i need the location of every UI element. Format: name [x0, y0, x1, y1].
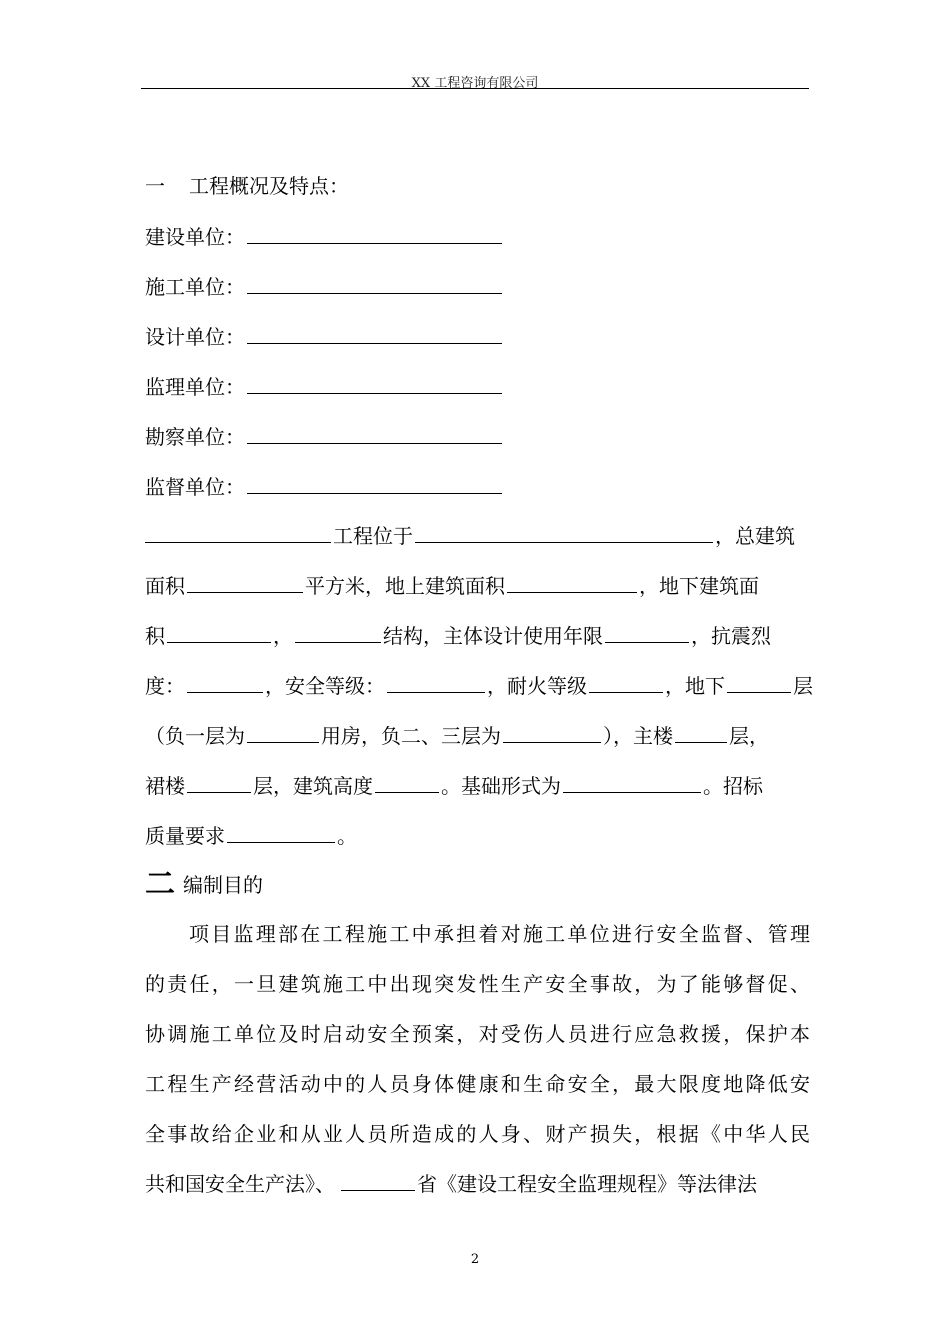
blank-field[interactable] — [605, 620, 689, 643]
para-text: ， — [273, 624, 293, 648]
body-line-last — [145, 1168, 810, 1198]
blank-field[interactable] — [341, 1168, 415, 1191]
field-supervision-unit — [145, 371, 810, 401]
body-text: 省《建设工程安全监理规程》等法律法 — [417, 1172, 757, 1196]
company-name: XX 工程咨询有限公司 — [411, 76, 539, 91]
body-line: 项目监理部在工程施工中承担着对施工单位进行安全监督、管理 — [189, 922, 810, 946]
para-text: 结构，主体设计使用年限 — [383, 624, 603, 648]
section1-heading — [145, 171, 810, 201]
blank-field[interactable] — [295, 620, 381, 643]
field-label: 监督单位： — [145, 475, 245, 499]
blank-field[interactable] — [727, 670, 791, 693]
field-label: 建设单位： — [145, 225, 245, 249]
body-line: 工程生产经营活动中的人员身体健康和生命安全，最大限度地降低安 — [145, 1072, 810, 1096]
para-text: 层，建筑高度 — [253, 774, 373, 798]
para-line-2 — [145, 570, 810, 600]
para-line-3 — [145, 620, 810, 650]
para-line-1 — [145, 520, 810, 550]
para-line-5 — [145, 720, 810, 750]
para-line-4 — [145, 670, 813, 700]
section1-title: 工程概况及特点： — [189, 174, 349, 198]
blank-field[interactable] — [507, 570, 637, 593]
para-text: 平方米，地上建筑面积 — [305, 574, 505, 598]
para-text: 层 — [793, 674, 813, 698]
body-line: 全事故给企业和从业人员所造成的人身、财产损失，根据《中华人民 — [145, 1122, 810, 1146]
blank-field[interactable] — [145, 520, 331, 543]
para-text: （负一层为 — [145, 724, 245, 748]
blank-field[interactable] — [247, 271, 502, 294]
field-label: 勘察单位： — [145, 425, 245, 449]
blank-field[interactable] — [187, 570, 303, 593]
para-text: ，地下 — [665, 674, 725, 698]
para-text: ），主楼 — [603, 724, 673, 748]
field-builder-unit — [145, 271, 810, 301]
blank-field[interactable] — [675, 720, 727, 743]
section1-number: 一 — [145, 174, 165, 198]
para-text: ，地下建筑面 — [639, 574, 759, 598]
para-text: ，安全等级： — [265, 674, 385, 698]
section2-number: 二 — [145, 867, 175, 902]
section2-heading — [145, 867, 810, 902]
para-line-7 — [145, 820, 810, 850]
para-text: 面积 — [145, 574, 185, 598]
blank-field[interactable] — [415, 520, 713, 543]
field-inspection-unit — [145, 471, 810, 501]
body-line: 的责任，一旦建筑施工中出现突发性生产安全事故，为了能够督促、 — [145, 972, 810, 996]
para-text: ，抗震烈 — [691, 624, 771, 648]
para-text: 质量要求 — [145, 824, 225, 848]
blank-field[interactable] — [375, 770, 439, 793]
blank-field[interactable] — [227, 820, 335, 843]
para-text: ，耐火等级 — [487, 674, 587, 698]
body-text: 共和国安全生产法》、 — [145, 1172, 335, 1196]
blank-field[interactable] — [247, 720, 319, 743]
header-rule — [141, 88, 809, 89]
para-text: 。基础形式为 — [441, 774, 561, 798]
blank-field[interactable] — [503, 720, 601, 743]
field-label: 施工单位： — [145, 275, 245, 299]
blank-field[interactable] — [247, 221, 502, 244]
blank-field[interactable] — [247, 471, 502, 494]
blank-field[interactable] — [563, 770, 701, 793]
field-label: 监理单位： — [145, 375, 245, 399]
page-number: 2 — [470, 1252, 480, 1267]
blank-field[interactable] — [589, 670, 663, 693]
para-text: 工程位于 — [333, 524, 413, 548]
blank-field[interactable] — [247, 421, 502, 444]
section2-title: 编制目的 — [183, 873, 263, 897]
para-text: 裙楼 — [145, 774, 185, 798]
para-text: 度： — [145, 674, 185, 698]
field-design-unit — [145, 321, 810, 351]
field-survey-unit — [145, 421, 810, 451]
para-text: 层， — [729, 724, 769, 748]
blank-field[interactable] — [187, 670, 263, 693]
para-line-6 — [145, 770, 810, 800]
para-text: ，总建筑 — [715, 524, 795, 548]
blank-field[interactable] — [187, 770, 251, 793]
para-text: 用房，负二、三层为 — [321, 724, 501, 748]
blank-field[interactable] — [247, 321, 502, 344]
field-construction-unit — [145, 221, 810, 251]
para-text: 积 — [145, 624, 165, 648]
field-label: 设计单位： — [145, 325, 245, 349]
para-text: 。招标 — [703, 774, 763, 798]
para-text: 。 — [337, 824, 357, 848]
body-line: 协调施工单位及时启动安全预案，对受伤人员进行应急救援，保护本 — [145, 1022, 810, 1046]
blank-field[interactable] — [247, 371, 502, 394]
blank-field[interactable] — [387, 670, 485, 693]
blank-field[interactable] — [167, 620, 271, 643]
